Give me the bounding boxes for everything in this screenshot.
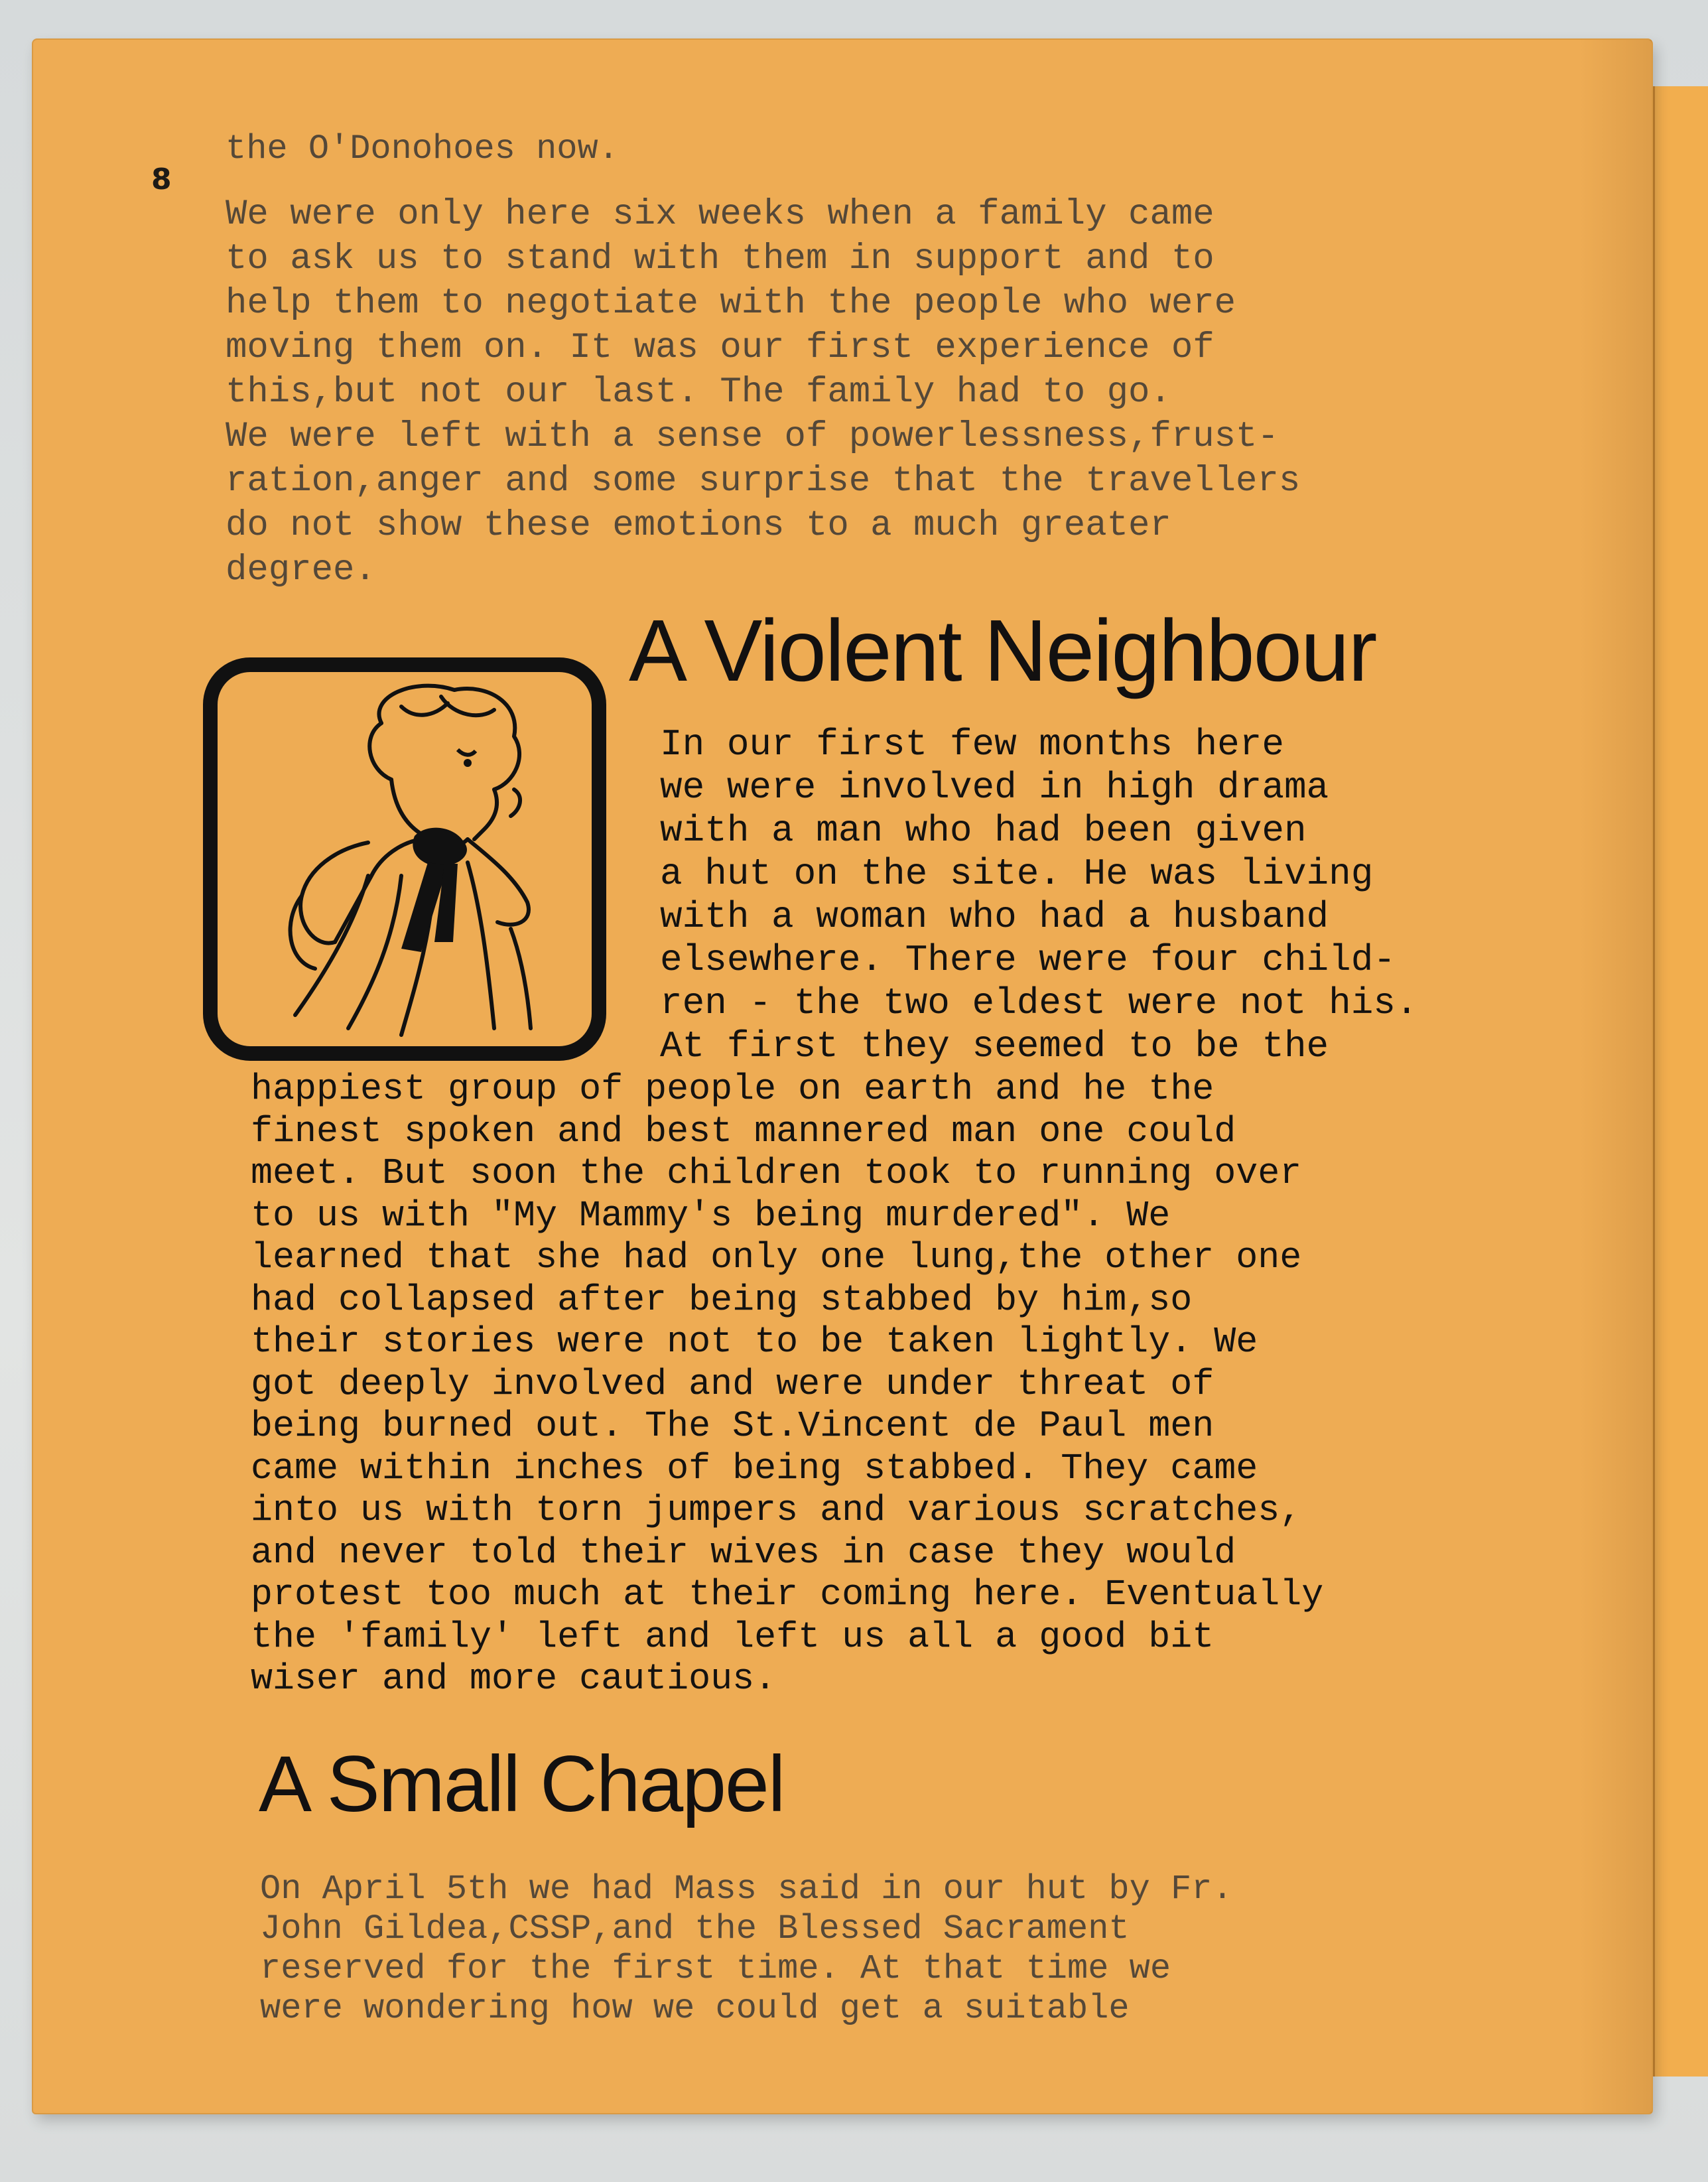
paragraph-displacement: We were only here six weeks when a family came to ask us to stand with them in support and to help them to negotiate with the people who were moving them on. It was our first experience of this,but not our last. The family had to go. We were left with a sense of powerlessness,frust- ration,anger and some surprise that the travellers do not show these emotions to a much greater degree. [226, 194, 1301, 590]
paragraph-violent-beside-image: In our first few months here we were involved in high drama with a man who had been given a hut on the site. He was living with a woman who had a husband elsewhere. There were four child- ren - the two eldest were not his. At first they seemed to be the [660, 723, 1418, 1067]
section-heading-small-chapel: A Small Chapel [259, 1739, 785, 1828]
paragraph-violent-continued: happiest group of people on earth and he the finest spoken and best mannered man one could meet. But soon the children took to running over to us with "My Mammy's being murdered". We learned that she had only one lung,the other one had collapsed after being stabbed by him,so their stories were not to be taken lightly. We got deeply involved and were under threat of being burned out. The St.Vincent de Paul men came within inches of being stabbed. They came into us with torn jumpers and various scratches, and never told their wives in case they would protest too much at their coming here. Eventually the 'family' left and left us all a good bit wiser and more cautious. [251, 1068, 1324, 1700]
paragraph-chapel: On April 5th we had Mass said in our hut by Fr. John Gildea,CSSP,and the Blessed Sacrament reserved for the first time. At that time we were wondering how we could get a suitable [260, 1870, 1233, 2028]
next-page-edge [1652, 86, 1708, 2077]
spine-shadow [1579, 40, 1652, 2113]
intro-line: the O'Donohoes now. [226, 129, 619, 169]
section-heading-violent-neighbour: A Violent Neighbour [629, 602, 1376, 699]
page-number: 8 [151, 163, 172, 196]
boy-portrait-icon [202, 657, 607, 1061]
